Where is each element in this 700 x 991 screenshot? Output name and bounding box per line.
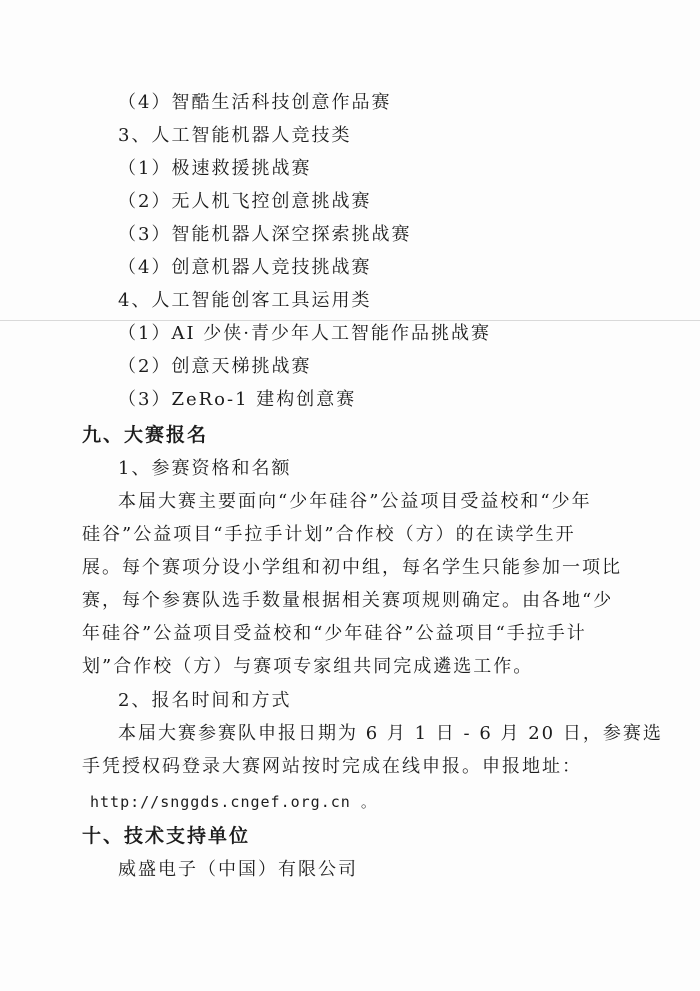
paragraph-1-line-2: 硅谷”公益项目“手拉手计划”合作校（方）的在读学生开	[82, 524, 576, 545]
paragraph-2-line-2: 手凭授权码登录大赛网站按时完成在线申报。申报地址：	[82, 756, 582, 777]
subsection-2-heading: 2、报名时间和方式	[118, 690, 292, 711]
section-9-heading: 九、大赛报名	[82, 424, 209, 446]
subsection-3-heading: 3、人工智能机器人竞技类	[118, 125, 352, 146]
section-10-heading: 十、技术支持单位	[82, 825, 251, 847]
subsection-4-heading: 4、人工智能创客工具运用类	[118, 290, 372, 311]
paragraph-1-line-6: 划”合作校（方）与赛项专家组共同完成遴选工作。	[82, 656, 534, 677]
paragraph-1-line-4: 赛，每个参赛队选手数量根据相关赛项规则确定。由各地“少	[82, 590, 614, 611]
paragraph-1-line-5: 年硅谷”公益项目受益校和“少年硅谷”公益项目“手拉手计	[82, 623, 587, 644]
list-item-4-4: （4）智酷生活科技创意作品赛	[118, 92, 392, 113]
paragraph-1-line-3: 展。每个赛项分设小学组和初中组，每名学生只能参加一项比	[82, 557, 622, 578]
list-item-4-3: （3）ZeRo-1 建构创意赛	[118, 389, 357, 410]
page-fold-line	[0, 320, 700, 321]
list-item-4-2: （2）创意天梯挑战赛	[118, 356, 312, 377]
subsection-1-heading: 1、参赛资格和名额	[118, 458, 292, 479]
paragraph-2-line-1: 本届大赛参赛队申报日期为 6 月 1 日 - 6 月 20 日，参赛选	[118, 723, 663, 744]
registration-url[interactable]: http://snggds.cngef.org.cn 。	[90, 793, 377, 811]
paragraph-1-line-1: 本届大赛主要面向“少年硅谷”公益项目受益校和“少年	[118, 491, 592, 512]
support-company: 威盛电子（中国）有限公司	[118, 859, 358, 880]
list-item-4-1: （1）AI 少侠·青少年人工智能作品挑战赛	[118, 323, 492, 344]
list-item-3-4: （4）创意机器人竞技挑战赛	[118, 257, 372, 278]
list-item-3-1: （1）极速救援挑战赛	[118, 158, 312, 179]
list-item-3-3: （3）智能机器人深空探索挑战赛	[118, 224, 412, 245]
list-item-3-2: （2）无人机飞控创意挑战赛	[118, 191, 372, 212]
